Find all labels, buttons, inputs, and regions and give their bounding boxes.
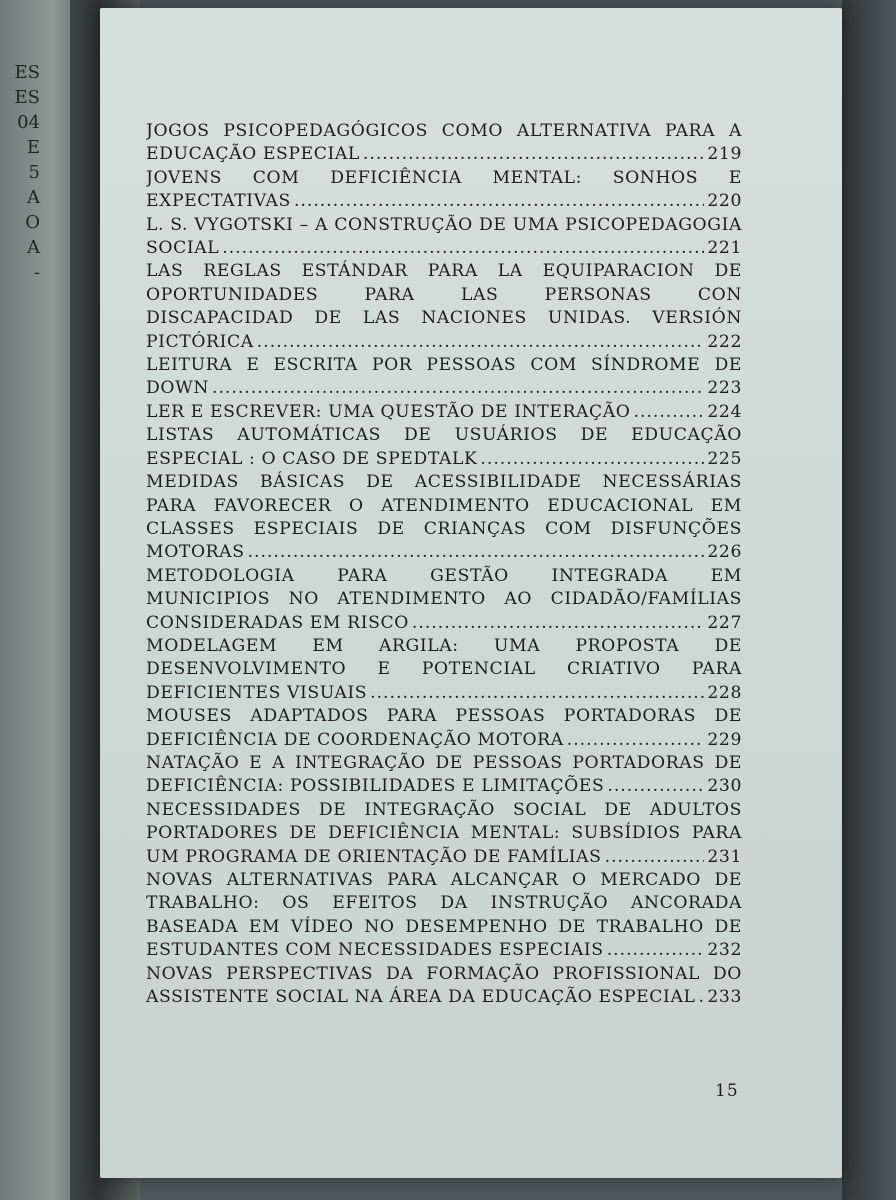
page-number: 15 bbox=[715, 1081, 739, 1101]
toc-entry-title-text: ASSISTENTE SOCIAL NA ÁREA DA EDUCAÇÃO ESPECIAL bbox=[146, 987, 696, 1008]
dot-leader bbox=[222, 237, 704, 260]
left-edge-fragment: ES bbox=[14, 62, 40, 83]
table-of-contents bbox=[146, 120, 742, 1009]
toc-entry-final-line bbox=[146, 448, 742, 471]
toc-entry-line: LEITURA E ESCRITA POR PESSOAS COM SÍNDROME DE bbox=[146, 355, 742, 376]
toc-page-number: 225 bbox=[707, 448, 742, 469]
toc-page-number: 231 bbox=[707, 846, 742, 867]
toc-entry-final-line bbox=[146, 190, 742, 213]
toc-entry bbox=[146, 424, 742, 471]
toc-page-number: 224 bbox=[707, 401, 742, 422]
toc-entry-line: NOVAS PERSPECTIVAS DA FORMAÇÃO PROFISSIONAL DO bbox=[146, 963, 742, 984]
toc-entry bbox=[146, 120, 742, 167]
toc-entry-line: LAS REGLAS ESTÁNDAR PARA LA EQUIPARACION DE bbox=[146, 261, 742, 282]
toc-entry bbox=[146, 471, 742, 565]
toc-entry-line: DISCAPACIDAD DE LAS NACIONES UNIDAS. VERSIÓN bbox=[146, 308, 742, 329]
toc-entry bbox=[146, 799, 742, 869]
toc-entry-final-line bbox=[146, 986, 742, 1009]
toc-entry-title-text: EXPECTATIVAS bbox=[146, 191, 291, 212]
toc-entry-title-text: DOWN bbox=[146, 378, 209, 399]
toc-entry-title-text: DEFICIÊNCIA DE COORDENAÇÃO MOTORA bbox=[146, 729, 564, 750]
toc-entry-final-line bbox=[146, 377, 742, 400]
toc-entry-line: OPORTUNIDADES PARA LAS PERSONAS CON bbox=[146, 284, 742, 305]
dot-leader bbox=[248, 541, 705, 564]
dot-leader bbox=[212, 377, 704, 400]
toc-entry-final-line bbox=[146, 541, 742, 564]
toc-entry-title-text: DEFICIENTES VISUAIS bbox=[146, 682, 368, 703]
left-edge-fragment: ES bbox=[14, 87, 40, 108]
toc-page-number: 229 bbox=[707, 729, 742, 750]
toc-entry-title-text: PICTÓRICA bbox=[146, 331, 254, 352]
toc-page-number: 222 bbox=[707, 331, 742, 352]
toc-page-number: 220 bbox=[707, 191, 742, 212]
toc-entry-line: PARA FAVORECER O ATENDIMENTO EDUCACIONAL EM bbox=[146, 495, 742, 516]
toc-entry-line: MEDIDAS BÁSICAS DE ACESSIBILIDADE NECESSÁRIAS bbox=[146, 472, 742, 493]
toc-entry-line: DESENVOLVIMENTO E POTENCIAL CRIATIVO PARA bbox=[146, 659, 742, 680]
toc-entry-title-text: MOTORAS bbox=[146, 542, 245, 563]
toc-entry-title-text: UM PROGRAMA DE ORIENTAÇÃO DE FAMÍLIAS bbox=[146, 846, 602, 867]
toc-entry-title-text: DEFICIÊNCIA: POSSIBILIDADES E LIMITAÇÕES bbox=[146, 776, 605, 797]
toc-entry-final-line bbox=[146, 729, 742, 752]
toc-entry-line: LISTAS AUTOMÁTICAS DE USUÁRIOS DE EDUCAÇÃO bbox=[146, 425, 742, 446]
toc-entry-title-text: ESPECIAL : O CASO DE SPEDTALK bbox=[146, 448, 478, 469]
toc-entry-final-line bbox=[146, 237, 742, 260]
toc-entry-final-line bbox=[146, 939, 742, 962]
toc-entry bbox=[146, 963, 742, 1010]
toc-page-number: 233 bbox=[707, 987, 742, 1008]
toc-entry-title-text: SOCIAL bbox=[146, 238, 220, 259]
toc-entry-final-line bbox=[146, 775, 742, 798]
left-edge-fragment: 5 bbox=[28, 162, 40, 183]
left-edge-fragment: E bbox=[26, 137, 40, 158]
left-page-text-fragments bbox=[0, 60, 40, 380]
toc-entry-line: L. S. VYGOTSKI – A CONSTRUÇÃO DE UMA PSICOPEDAGOGIA bbox=[146, 214, 742, 235]
toc-entry-title-text: ESTUDANTES COM NECESSIDADES ESPECIAIS bbox=[146, 940, 604, 961]
dot-leader bbox=[633, 401, 704, 424]
toc-entry-line: JOGOS PSICOPEDAGÓGICOS COMO ALTERNATIVA PARA A bbox=[146, 121, 742, 141]
dot-leader bbox=[607, 775, 704, 798]
toc-entry bbox=[146, 260, 742, 354]
toc-entry bbox=[146, 752, 742, 799]
toc-page-number: 228 bbox=[707, 682, 742, 703]
left-edge-fragment: O bbox=[25, 212, 40, 233]
toc-entry-line: TRABALHO: OS EFEITOS DA INSTRUÇÃO ANCORADA bbox=[146, 893, 742, 914]
toc-entry-line: NECESSIDADES DE INTEGRAÇÃO SOCIAL DE ADULTOS bbox=[146, 799, 742, 820]
dot-leader bbox=[257, 331, 705, 354]
toc-entry bbox=[146, 705, 742, 752]
toc-entry-line: PORTADORES DE DEFICIÊNCIA MENTAL: SUBSÍDIOS PARA bbox=[146, 823, 742, 844]
dot-leader bbox=[412, 612, 704, 635]
dot-leader bbox=[605, 846, 705, 869]
toc-entry bbox=[146, 869, 742, 963]
toc-entry-line: METODOLOGIA PARA GESTÃO INTEGRADA EM bbox=[146, 565, 742, 586]
left-edge-fragment: - bbox=[33, 262, 40, 283]
toc-entry-line: CLASSES ESPECIAIS DE CRIANÇAS COM DISFUNÇÕES bbox=[146, 518, 742, 539]
toc-entry-line: NATAÇÃO E A INTEGRAÇÃO DE PESSOAS PORTADORAS DE bbox=[146, 752, 742, 773]
toc-entry-final-line bbox=[146, 682, 742, 705]
toc-page-number: 230 bbox=[707, 776, 742, 797]
dot-leader bbox=[607, 939, 705, 962]
toc-entry bbox=[146, 401, 742, 424]
toc-page-number: 221 bbox=[707, 238, 742, 259]
toc-entry-title-text: EDUCAÇÃO ESPECIAL bbox=[146, 144, 360, 165]
toc-entry-line: MOUSES ADAPTADOS PARA PESSOAS PORTADORAS DE bbox=[146, 706, 742, 727]
toc-entry bbox=[146, 214, 742, 261]
toc-entry-title-text: CONSIDERADAS EM RISCO bbox=[146, 612, 409, 633]
toc-entry-final-line bbox=[146, 401, 742, 424]
toc-entry-line: JOVENS COM DEFICIÊNCIA MENTAL: SONHOS E bbox=[146, 167, 742, 188]
toc-page-number: 219 bbox=[707, 144, 742, 165]
toc-entry-final-line bbox=[146, 143, 742, 166]
toc-entry-line: NOVAS ALTERNATIVAS PARA ALCANÇAR O MERCADO DE bbox=[146, 870, 742, 890]
left-edge-fragment: A bbox=[27, 187, 40, 208]
toc-entry-final-line bbox=[146, 331, 742, 354]
dot-leader bbox=[370, 682, 704, 705]
toc-entry bbox=[146, 354, 742, 401]
toc-entry-line: MUNICIPIOS NO ATENDIMENTO AO CIDADÃO/FAMÍLIAS bbox=[146, 589, 742, 610]
left-edge-fragment: 04 bbox=[17, 112, 40, 133]
toc-entry-line: BASEADA EM VÍDEO NO DESEMPENHO DE TRABALHO DE bbox=[146, 916, 742, 937]
toc-entry bbox=[146, 167, 742, 214]
toc-page-number: 232 bbox=[707, 940, 742, 961]
toc-entry-line: MODELAGEM EM ARGILA: UMA PROPOSTA DE bbox=[146, 635, 742, 656]
book-page bbox=[100, 8, 842, 1178]
toc-entry bbox=[146, 565, 742, 635]
toc-page-number: 226 bbox=[707, 542, 742, 563]
background-surface bbox=[842, 0, 896, 1200]
toc-entry bbox=[146, 635, 742, 705]
toc-entry-final-line bbox=[146, 846, 742, 869]
dot-leader bbox=[698, 986, 704, 1009]
dot-leader bbox=[294, 190, 704, 213]
toc-page-number: 227 bbox=[707, 612, 742, 633]
toc-entry-final-line bbox=[146, 612, 742, 635]
left-edge-fragment: A bbox=[27, 237, 40, 258]
dot-leader bbox=[363, 143, 705, 166]
dot-leader bbox=[480, 448, 704, 471]
dot-leader bbox=[567, 729, 705, 752]
toc-entry-title-text: LER E ESCREVER: UMA QUESTÃO DE INTERAÇÃO bbox=[146, 401, 631, 422]
toc-page-number: 223 bbox=[707, 378, 742, 399]
